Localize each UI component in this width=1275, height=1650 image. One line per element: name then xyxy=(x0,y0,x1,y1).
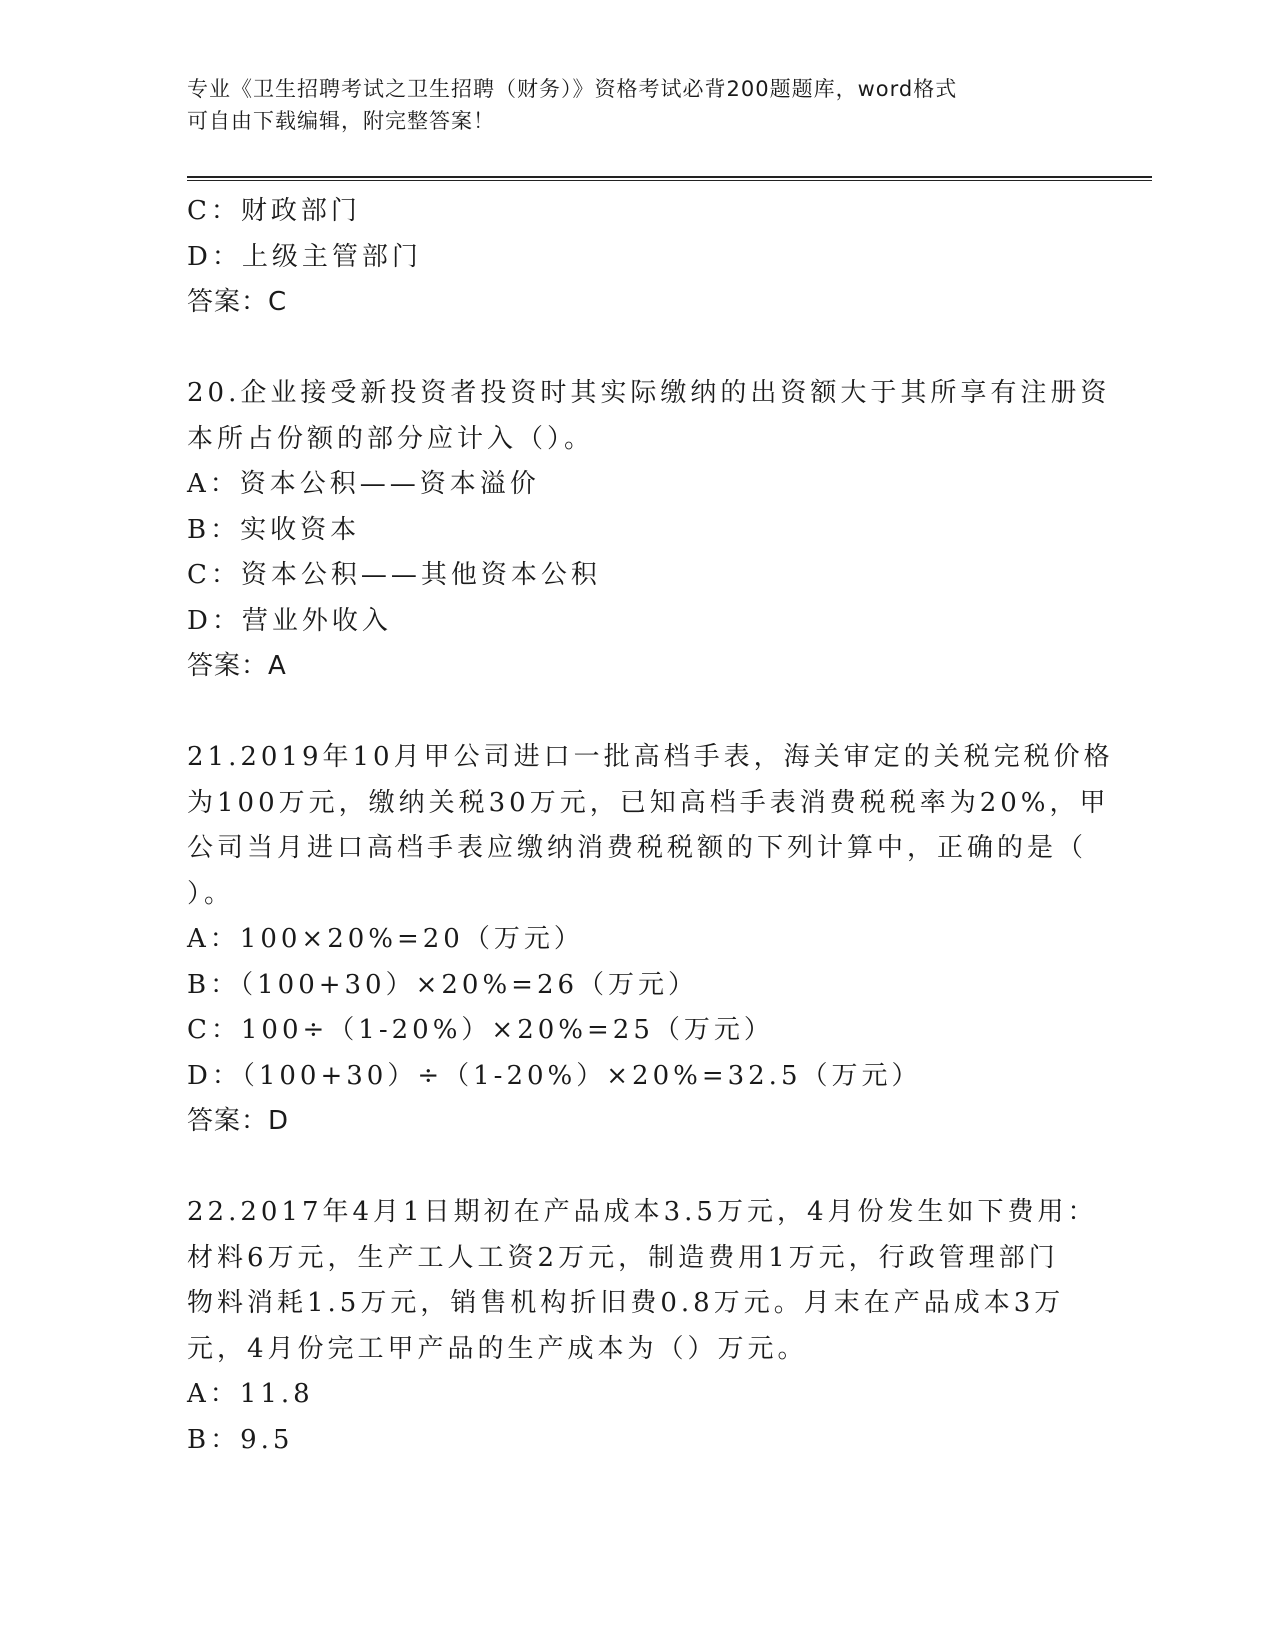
option-a: A：100×20%=20（万元） xyxy=(187,924,584,954)
spacer xyxy=(187,1145,1087,1191)
question-stem-line: 元，4月份完工甲产品的生产成本为（）万元。 xyxy=(187,1333,808,1364)
option-c: C：财政部门 xyxy=(187,196,361,226)
question-stem-line: 本所占份额的部分应计入（）。 xyxy=(187,423,595,454)
question-22 xyxy=(187,1190,1098,1463)
option-a: A：资本公积——资本溢价 xyxy=(187,469,540,499)
answer: 答案：A xyxy=(187,651,287,681)
header-line-1: 专业《卫生招聘考试之卫生招聘（财务）》资格考试必背200题题库，word格式 xyxy=(187,77,958,101)
question-stem-line: 公司当月进口高档手表应缴纳消费税税额的下列计算中，正确的是（ xyxy=(187,833,1088,863)
question-stem-line: 材料6万元，生产工人工资2万元，制造费用1万元，行政管理部门 xyxy=(187,1242,1059,1273)
option-c: C：100÷（1-20%）×20%=25（万元） xyxy=(187,1015,774,1045)
question-stem-line: 20.企业接受新投资者投资时其实际缴纳的出资额大于其所享有注册资 xyxy=(187,378,1111,408)
option-c: C：资本公积——其他资本公积 xyxy=(187,560,601,590)
option-b: B：实收资本 xyxy=(187,514,361,545)
question-19-tail xyxy=(187,189,1087,326)
header-divider xyxy=(187,176,1152,181)
option-d: D：上级主管部门 xyxy=(187,241,422,272)
option-b: B：（100+30）×20%=26（万元） xyxy=(187,969,699,1000)
answer: 答案：C xyxy=(187,287,288,317)
option-d: D：营业外收入 xyxy=(187,605,392,636)
question-stem-line: 22.2017年4月1日期初在产品成本3.5万元，4月份发生如下费用： xyxy=(187,1197,1098,1227)
spacer xyxy=(187,326,1087,372)
option-a: A：11.8 xyxy=(187,1379,314,1409)
document-body xyxy=(187,189,1114,1463)
question-stem-line: 为100万元，缴纳关税30万元，已知高档手表消费税税率为20%，甲 xyxy=(187,787,1110,818)
question-stem-line: 21.2019年10月甲公司进口一批高档手表，海关审定的关税完税价格 xyxy=(187,742,1114,772)
page-header xyxy=(187,73,1087,137)
question-21 xyxy=(187,735,1114,1145)
question-stem-line: 物料消耗1.5万元，销售机构折旧费0.8万元。月末在产品成本3万 xyxy=(187,1288,1065,1318)
option-b: B：9.5 xyxy=(187,1424,294,1455)
option-d: D：（100+30）÷（1-20%）×20%=32.5（万元） xyxy=(187,1060,922,1091)
spacer xyxy=(187,690,1087,736)
question-stem-line: ）。 xyxy=(187,878,235,909)
header-line-2: 可自由下载编辑，附完整答案！ xyxy=(187,109,495,133)
answer: 答案：D xyxy=(187,1106,290,1136)
question-20 xyxy=(187,371,1111,690)
